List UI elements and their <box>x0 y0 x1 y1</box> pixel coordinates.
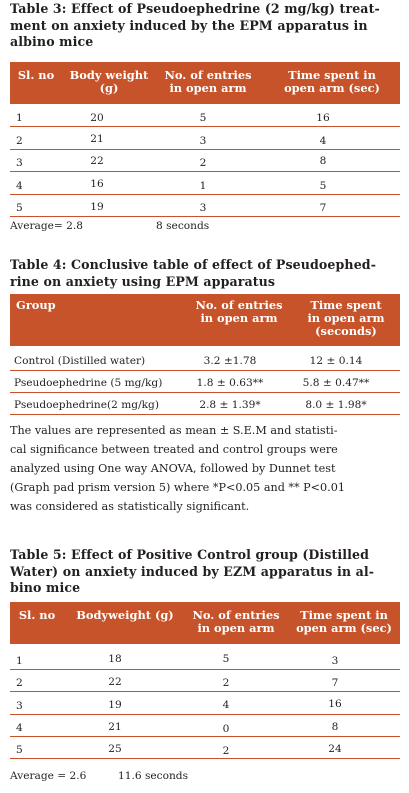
cell-sl-no: 2 <box>16 135 23 147</box>
cell-sl-no: 5 <box>16 202 23 214</box>
column-header-body-weight: Bodyweight (g) <box>76 608 174 622</box>
cell-sl-no: 1 <box>16 112 23 124</box>
row-divider <box>10 392 400 393</box>
cell-time-spent: 16 <box>316 112 330 124</box>
row-divider <box>10 714 400 715</box>
cell-entries: 5 <box>199 112 207 124</box>
cell-body-weight: 21 <box>108 721 122 733</box>
table-3-caption <box>10 1 400 51</box>
cell-group: Pseudoephedrine(2 mg/kg) <box>14 399 159 411</box>
caption-line: ment on anxiety induced by the EPM apparatus in <box>10 17 368 33</box>
paragraph-line: The values are represented as mean ± S.E.M and statisti- <box>10 424 338 437</box>
caption-line: Table 4: Conclusive table of effect of Pseudoephed- <box>10 257 377 272</box>
cell-time-spent: 8 <box>319 155 327 167</box>
cell-time-spent: 24 <box>328 743 342 755</box>
cell-sl-no: 3 <box>16 157 23 169</box>
cell-sl-no: 2 <box>16 677 23 689</box>
cell-group: Pseudoephedrine (5 mg/kg) <box>14 377 163 389</box>
cell-body-weight: 22 <box>108 676 122 688</box>
caption-line: Table 5: Effect of Positive Control group (Distilled <box>10 547 370 562</box>
table-4-caption <box>10 257 400 290</box>
cell-entries: 2 <box>222 677 230 689</box>
row-divider <box>10 126 400 127</box>
row-divider <box>10 736 400 737</box>
cell-group: Control (Distilled water) <box>14 355 146 367</box>
paragraph-line: (Graph pad prism version 5) where *P<0.05 and ** P<0.01 <box>10 481 345 494</box>
column-header-entries: No. of entries in open arm <box>164 68 252 95</box>
cell-time-spent: 7 <box>319 202 327 214</box>
cell-body-weight: 22 <box>90 155 104 167</box>
cell-body-weight: 16 <box>90 178 104 190</box>
row-divider <box>10 171 400 172</box>
column-header-time-spent: Time spent in open arm (sec) <box>296 608 392 635</box>
table-5-header <box>10 602 400 644</box>
row-divider <box>10 216 400 217</box>
table-5-average-time: 11.6 seconds <box>118 770 189 782</box>
row-divider <box>10 669 400 670</box>
column-header-group: Group <box>16 298 56 312</box>
row-divider <box>10 758 400 759</box>
row-divider <box>10 691 400 692</box>
row-divider <box>10 370 400 371</box>
caption-line: Table 3: Effect of Pseudoephedrine (2 mg/kg) treat- <box>10 1 380 16</box>
cell-sl-no: 4 <box>16 722 23 734</box>
table-3-header <box>10 62 400 104</box>
cell-time-spent: 5.8 ± 0.47** <box>302 377 370 389</box>
column-header-entries: No. of entries in open arm <box>195 298 283 325</box>
table-4-header <box>10 294 400 346</box>
caption-line: bino mice <box>10 580 81 595</box>
cell-entries: 5 <box>222 653 230 665</box>
cell-time-spent: 8.0 ± 1.98* <box>305 399 367 411</box>
row-divider <box>10 149 400 150</box>
paragraph-line: analyzed using One way ANOVA, followed by Dunnet test <box>10 462 336 475</box>
cell-sl-no: 5 <box>16 744 23 756</box>
row-divider <box>10 194 400 195</box>
paragraph-line: cal significance between treated and control groups were <box>10 443 338 456</box>
cell-sl-no: 1 <box>16 655 23 667</box>
cell-entries: 2 <box>222 745 230 757</box>
cell-sl-no: 4 <box>16 180 23 192</box>
cell-body-weight: 19 <box>108 699 122 711</box>
column-header-time-spent: Time spent in open arm (sec) <box>284 68 380 95</box>
cell-body-weight: 21 <box>90 133 104 145</box>
cell-time-spent: 7 <box>331 677 339 689</box>
cell-time-spent: 5 <box>319 180 327 192</box>
cell-entries: 4 <box>222 699 230 711</box>
cell-body-weight: 25 <box>108 743 122 755</box>
column-header-body-weight: Body weight (g) <box>69 68 149 95</box>
cell-time-spent: 3 <box>331 655 339 667</box>
caption-line: albino mice <box>10 34 94 49</box>
row-divider <box>10 414 400 415</box>
cell-sl-no: 3 <box>16 700 23 712</box>
cell-entries: 1 <box>199 180 207 192</box>
cell-entries: 3.2 ±1.78 <box>203 355 257 367</box>
paragraph-line: was considered as statistically significant. <box>10 500 250 513</box>
cell-entries: 2 <box>199 157 207 169</box>
table-5-average: Average = 2.6 <box>10 770 87 782</box>
cell-time-spent: 12 ± 0.14 <box>309 355 363 367</box>
cell-time-spent: 16 <box>328 698 342 710</box>
cell-entries: 3 <box>199 135 207 147</box>
cell-entries: 1.8 ± 0.63** <box>196 377 264 389</box>
statistics-paragraph <box>10 421 400 516</box>
cell-entries: 0 <box>222 723 230 735</box>
cell-body-weight: 18 <box>108 653 122 665</box>
caption-line: Water) on anxiety induced by EZM apparatus in al- <box>10 563 375 579</box>
column-header-entries: No. of entries in open arm <box>192 608 280 635</box>
table-5-caption <box>10 547 400 597</box>
cell-time-spent: 8 <box>331 721 339 733</box>
table-3-average: Average= 2.8 <box>10 220 83 232</box>
column-header-sl-no: Sl. no <box>18 608 56 622</box>
cell-time-spent: 4 <box>319 135 327 147</box>
table-3-average-time: 8 seconds <box>156 220 210 232</box>
column-header-time-spent: Time spent in open arm (seconds) <box>307 298 385 338</box>
cell-body-weight: 20 <box>90 112 104 124</box>
column-header-sl-no: Sl. no <box>17 68 55 82</box>
cell-entries: 2.8 ± 1.39* <box>199 399 261 411</box>
caption-line: rine on anxiety using EPM apparatus <box>10 273 276 289</box>
cell-entries: 3 <box>199 202 207 214</box>
cell-body-weight: 19 <box>90 201 104 213</box>
